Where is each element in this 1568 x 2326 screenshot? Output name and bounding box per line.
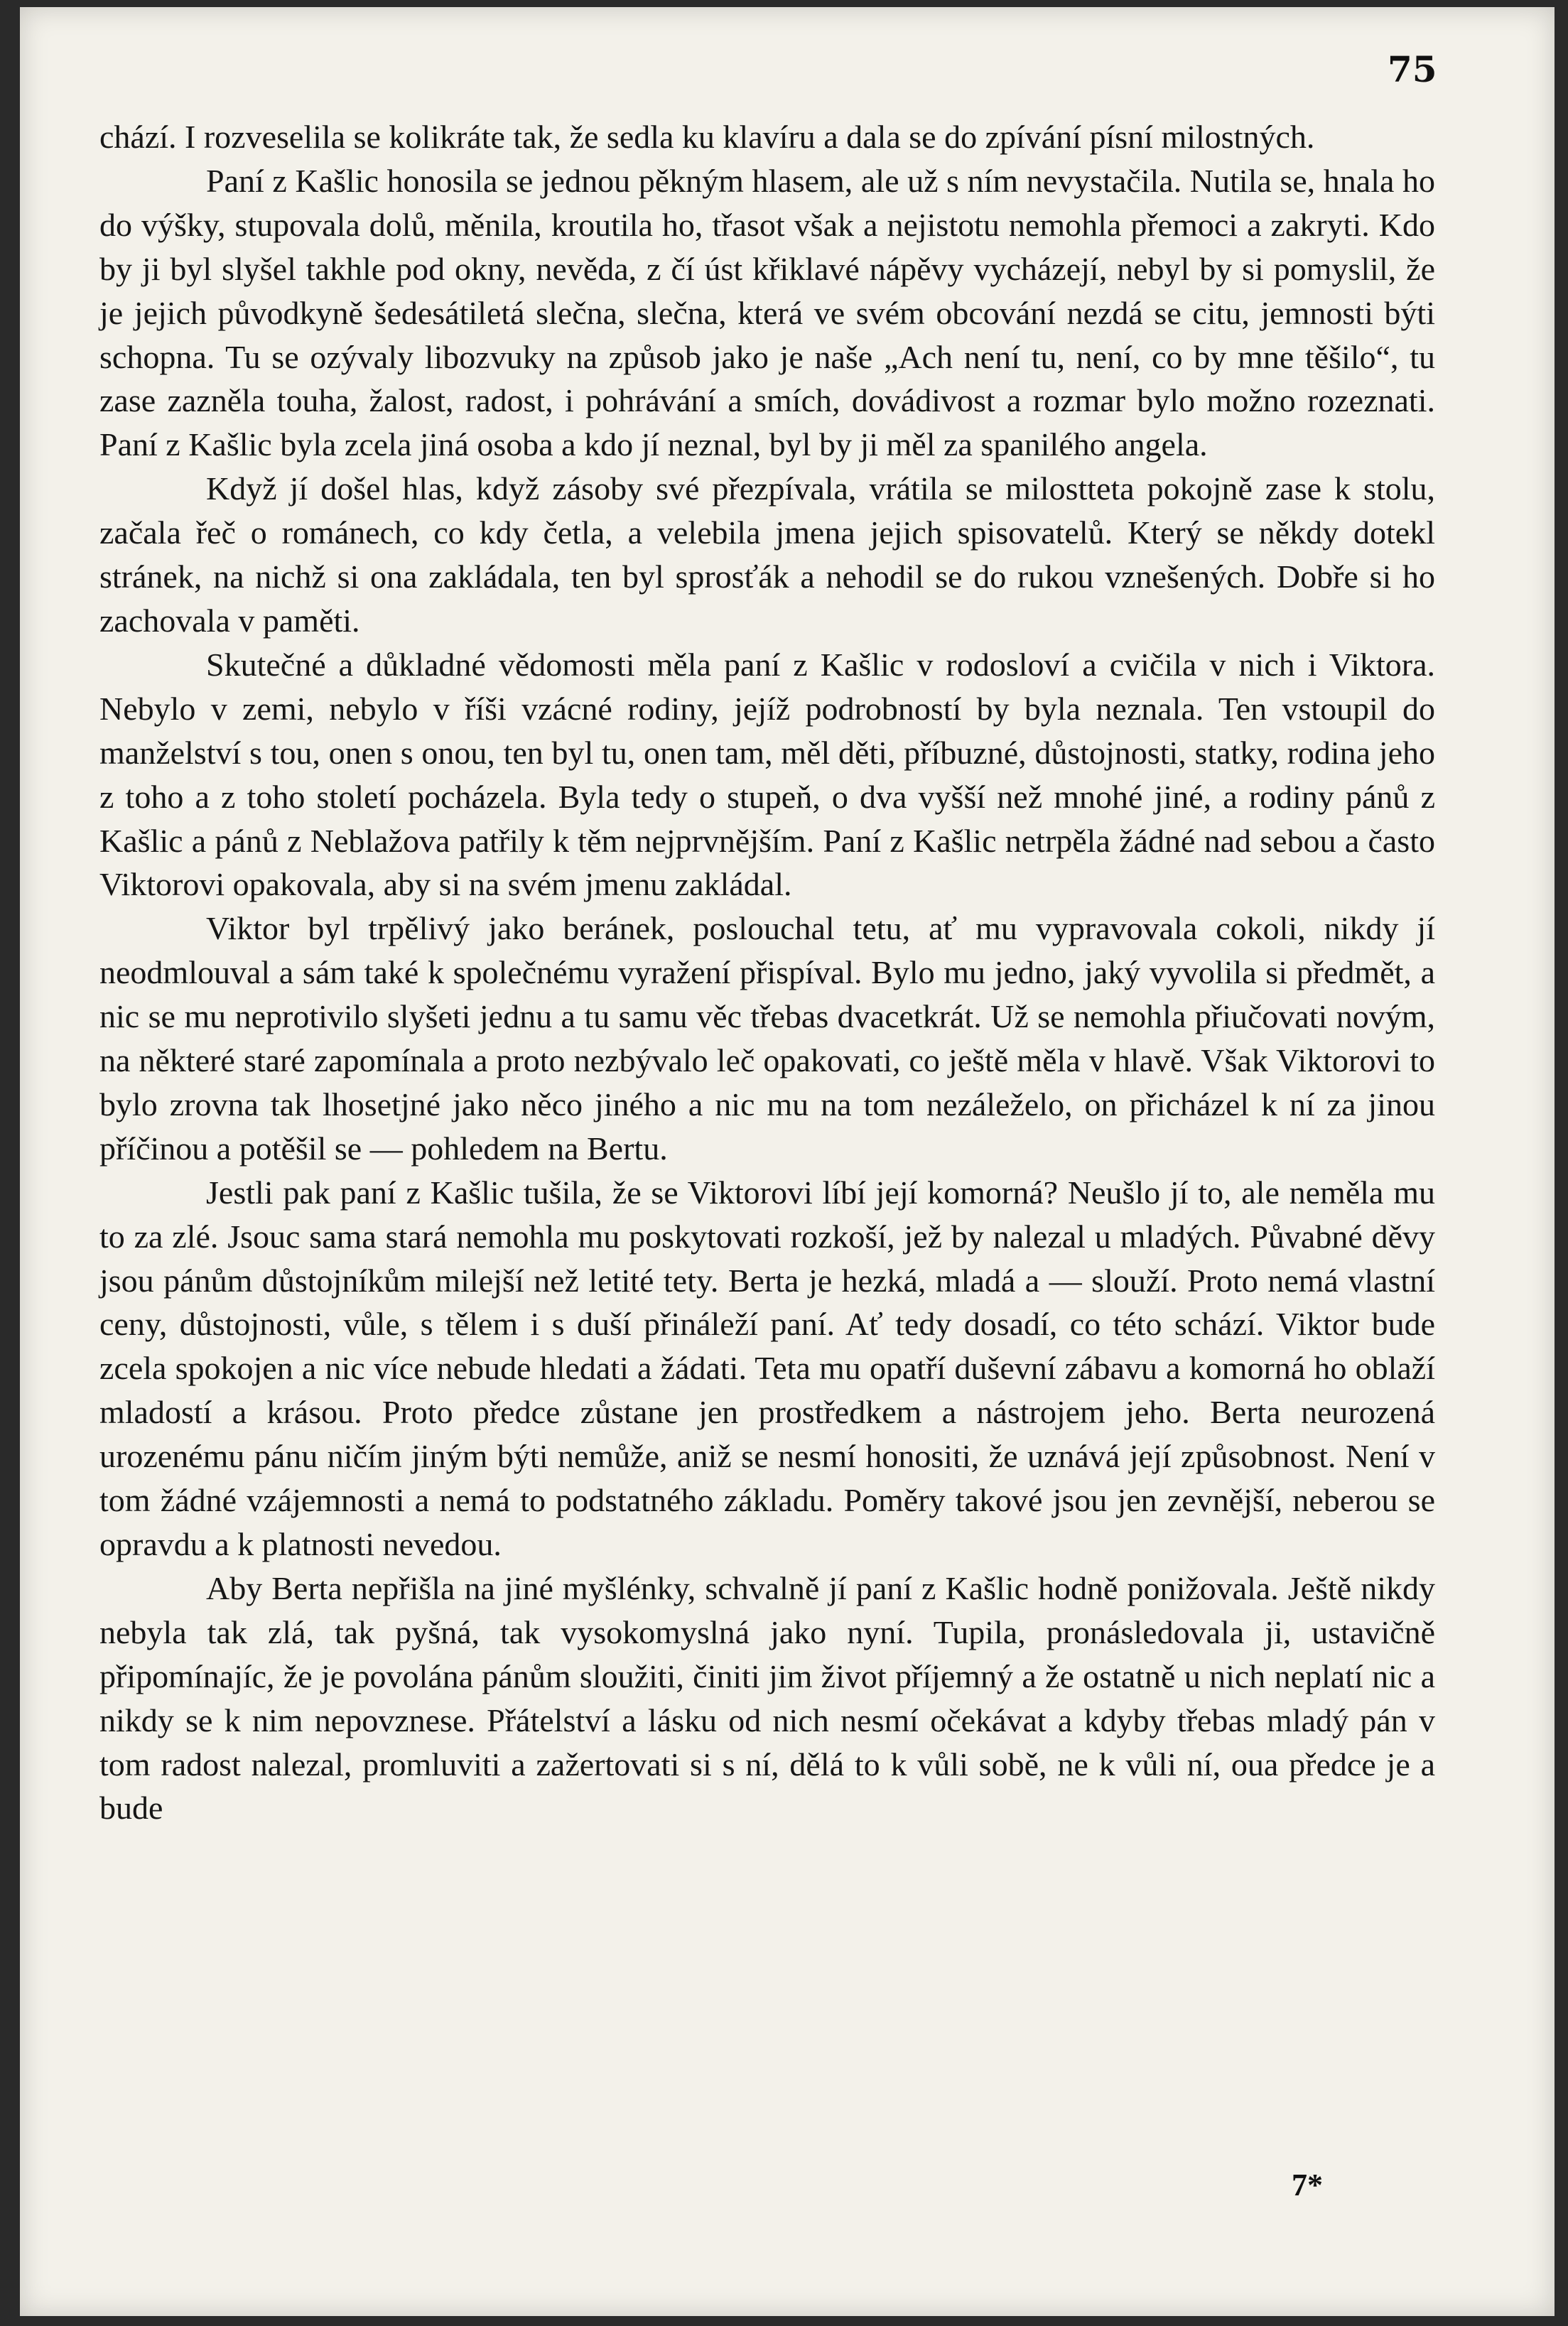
paragraph-5: Viktor byl trpělivý jako beránek, poslouchal tetu, ať mu vypravovala cokoli, nikdy jí neodmlouval a sám také k společnému vyražení přispíval. Bylo mu jedno, jaký vyvolila si předmět, a nic se mu neprotivilo slyšeti jednu a tu samu věc třebas dvacetkrát. Už se nemohla přiučovati novým, na některé staré zapomínala a proto nezbývalo leč opakovati, co ještě měla v hlavě. Však Viktorovi to bylo zrovna tak lhosetjné jako něco jiného a nic mu na tom nezáleželo, on přicházel k ní za jinou příčinou a potěšil se — pohledem na Bertu. xyxy=(99,910,1435,1167)
page-number: 75 xyxy=(1388,48,1437,90)
paragraph-6: Jestli pak paní z Kašlic tušila, že se Viktorovi líbí její komorná? Neušlo jí to, ale neměla mu to za zlé. Jsouc sama stará nemohla mu poskytovati rozkoší, jež by nalezal u mladých. Půvabné děvy jsou pánům důstojníkům milejší než letité tety. Berta je hezká, mladá a — slouží. Proto nemá vlastní ceny, důstojnosti, vůle, s tělem i s duší přináleží paní. Ať tedy dosadí, co této schází. Viktor bude zcela spokojen a nic více nebude hledati a žádati. Teta mu opatří duševní zábavu a komorná ho oblaží mladostí a krásou. Proto předce zůstane jen prostředkem a nástrojem jeho. Berta neurozená urozenému pánu ničím jiným býti nemůže, aniž se nesmí honositi, že uznává její způsobnost. Není v tom žádné vzájemnosti a nemá to podstatného základu. Poměry takové jsou jen zevnější, neberou se opravdu a k platnosti nevedou. xyxy=(99,1174,1435,1562)
paragraph-4: Skutečné a důkladné vědomosti měla paní z Kašlic v rodosloví a cvičila v nich i Viktora. Nebylo v zemi, nebylo v říši vzácné rodiny, jejíž podrobností by byla neznala. Ten vstoupil do manželství s tou, onen s onou, ten byl tu, onen tam, měl děti, příbuzné, důstojnosti, statky, rodina jeho z toho a z toho století pocházela. Byla tedy o stupeň, o dva vyšší než mnohé jiné, a rodiny pánů z Kašlic a pánů z Neblažova patřily k těm nejprvnějším. Paní z Kašlic netrpěla žádné nad sebou a často Viktorovi opakovala, aby si na svém jmenu zakládal. xyxy=(99,646,1435,903)
signature-mark: 7* xyxy=(1292,2168,1323,2202)
paragraph-3: Když jí došel hlas, když zásoby své přezpívala, vrátila se milostteta pokojně zase k stolu, začala řeč o románech, co kdy četla, a velebila jmena jejich spisovatelů. Který se někdy dotekl stránek, na nichž si ona zakládala, ten byl sprosťák a nehodil se do rukou vznešených. Dobře si ho zachovala v paměti. xyxy=(99,470,1435,639)
paragraph-1: chází. I rozveselila se kolikráte tak, že sedla ku klavíru a dala se do zpívání písní milostných. xyxy=(99,119,1315,155)
page-text xyxy=(99,115,1435,1830)
paragraph-7: Aby Berta nepřišla na jiné myšlénky, schvalně jí paní z Kašlic hodně ponižovala. Ještě nikdy nebyla tak zlá, tak pyšná, tak vysokomyslná jako nyní. Tupila, pronásledovala ji, ustavičně připomínajíc, že je povolána pánům sloužiti, činiti jim život příjemný a že ostatně u nich neplatí nic a nikdy se k nim nepovznese. Přátelství a lásku od nich nesmí očekávat a kdyby třebas mladý pán v tom radost nalezal, promluviti a zažertovati si s ní, dělá to k vůli sobě, ne k vůli ní, oua předce je a bude xyxy=(99,1569,1435,1827)
book-page xyxy=(20,7,1555,2316)
paragraph-2: Paní z Kašlic honosila se jednou pěkným hlasem, ale už s ním nevystačila. Nutila se, hnala ho do výšky, stupovala dolů, měnila, kroutila ho, třasot však a nejistotu nemohla přemoci a zakryti. Kdo by ji byl slyšel takhle pod okny, nevěda, z čí úst křiklavé nápěvy vycházejí, nebyl by si pomyslil, že je jejich původkyně šedesátiletá slečna, slečna, která ve svém obcování nezdá se citu, jemnosti býti schopna. Tu se ozývaly libozvuky na způsob jako je naše „Ach není tu, není, co by mne těšilo“, tu zase zazněla touha, žalost, radost, i pohrávání a smích, dovádivost a rozmar bylo možno rozeznati. Paní z Kašlic byla zcela jiná osoba a kdo jí neznal, byl by ji měl za spanilého angela. xyxy=(99,162,1435,463)
